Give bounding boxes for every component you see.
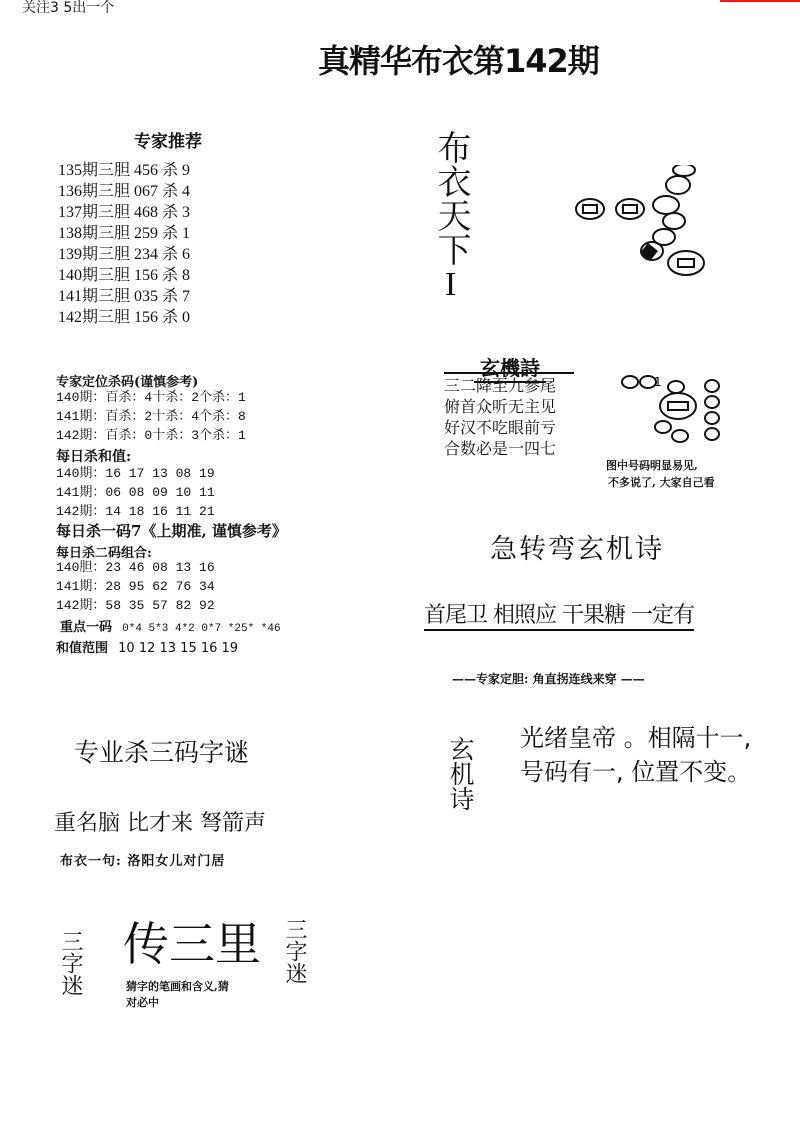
kill-two-list	[56, 558, 215, 615]
list-item: 140期三胆 156 杀 8	[58, 267, 191, 284]
buyi-line: 布衣一句: 洛阳女儿对门居	[60, 854, 226, 869]
list-item: 140期：百杀：4十杀：2个杀：1	[56, 390, 246, 405]
kill-two-heading: 每日杀二码组合:	[56, 546, 152, 561]
coin-icon	[668, 251, 704, 275]
xuanji-line-1: 光绪皇帝 。相隔十一,	[520, 724, 752, 752]
list-item: 142期：14 18 16 11 21	[56, 504, 215, 519]
poem-heading-rule	[444, 372, 574, 374]
riddle-heading: 专业杀三码字谜	[74, 738, 250, 767]
list-item: 141期三胆 035 杀 7	[58, 288, 191, 305]
position-heading: 专家定位杀码(谨慎参考)	[56, 375, 199, 390]
list-item: 俯首众听无主见	[444, 399, 557, 416]
list-item: 合数必是一四七	[444, 441, 557, 458]
expert-fixed: ——专家定胆: 角直拐连线来穿 ——	[452, 672, 645, 686]
coin-icon	[705, 412, 719, 424]
coin-icon	[668, 381, 684, 393]
expert-list	[58, 160, 190, 328]
position-list	[56, 388, 246, 445]
list-item: 好汉不吃眼前亏	[444, 420, 557, 437]
page-title: 真精华布衣第142期	[318, 42, 599, 80]
vertical-title: 布衣天下I	[432, 130, 469, 303]
key-one-label: 重点一码	[60, 620, 113, 635]
sum-range-values: 10 12 13 15 16 19	[118, 641, 239, 656]
key-one-values: 0*4 5*3 4*2 0*7 *25* *46	[122, 623, 281, 635]
sum-range-label: 和值范围	[56, 641, 109, 656]
list-item: 142期三胆 156 杀 0	[58, 309, 191, 326]
list-item: 142期：58 35 57 82 92	[56, 598, 215, 613]
coin-icon	[663, 213, 685, 229]
coin-icon	[576, 199, 604, 219]
coin-icon	[616, 199, 644, 219]
figure-number: 1	[654, 375, 662, 389]
kill-one-line: 每日杀一码7《上期准, 谨慎参考》	[56, 522, 287, 540]
list-item: 三二降至九参尾	[444, 378, 557, 395]
turn-line: 首尾卫 相照应 干果糖 一定有	[424, 598, 694, 631]
list-item: 141期：百杀：2十杀：4个杀：8	[56, 409, 246, 424]
corner-mark	[720, 0, 800, 2]
list-item: 141期：06 08 09 10 11	[56, 485, 215, 500]
side-label-right: 三字迷	[282, 918, 307, 984]
list-item: 137期三胆 468 杀 3	[58, 204, 191, 221]
coin-icon	[653, 196, 679, 214]
list-item: 135期三胆 456 杀 9	[58, 162, 191, 179]
coin-icon	[655, 421, 671, 433]
figure-caption-2: 不多说了, 大家自己看	[608, 476, 715, 489]
coin-icon	[673, 165, 695, 176]
key-one-row	[60, 616, 281, 635]
list-item: 136期三胆 067 杀 4	[58, 183, 191, 200]
riddle-hint-1: 猜字的笔画和含义,猜	[126, 980, 229, 993]
coin-figure-2	[618, 372, 738, 452]
sum-range-row	[56, 637, 238, 656]
poem-lines	[444, 376, 556, 460]
top-note: 关注3 5出一个	[22, 0, 115, 16]
list-item: 138期三胆 259 杀 1	[58, 225, 191, 242]
list-item: 142期：百杀：0十杀：3个杀：1	[56, 428, 246, 443]
coin-icon	[622, 376, 638, 388]
xuanji-line-2: 号码有一, 位置不变。	[520, 758, 752, 786]
coin-icon	[660, 393, 696, 419]
figure-caption-1: 图中号码明显易见,	[606, 459, 698, 472]
daily-sum-heading: 每日杀和值:	[56, 449, 132, 465]
coin-icon	[705, 428, 719, 440]
list-item: 141期：28 95 62 76 34	[56, 579, 215, 594]
daily-sum-list	[56, 464, 215, 521]
riddle-line: 重名脑 比才来 弩箭声	[54, 811, 266, 836]
coin-icon	[705, 396, 719, 408]
list-item: 139期三胆 234 杀 6	[58, 246, 191, 263]
expert-heading: 专家推荐	[134, 132, 202, 152]
coin-icon	[672, 430, 688, 442]
list-item: 140胆：23 46 08 13 16	[56, 560, 215, 575]
coin-icon	[705, 380, 719, 392]
xuanji-vertical: 玄机诗	[446, 736, 475, 811]
poem-heading: 玄機詩	[474, 352, 546, 383]
coin-icon	[666, 176, 690, 194]
big-riddle: 传三里	[123, 919, 261, 970]
riddle-hint-2: 对必中	[126, 996, 159, 1009]
side-label-left: 三字迷	[58, 930, 83, 996]
coin-figure	[568, 165, 718, 285]
turn-heading: 急转弯玄机诗	[490, 534, 664, 565]
list-item: 140期：16 17 13 08 19	[56, 466, 215, 481]
